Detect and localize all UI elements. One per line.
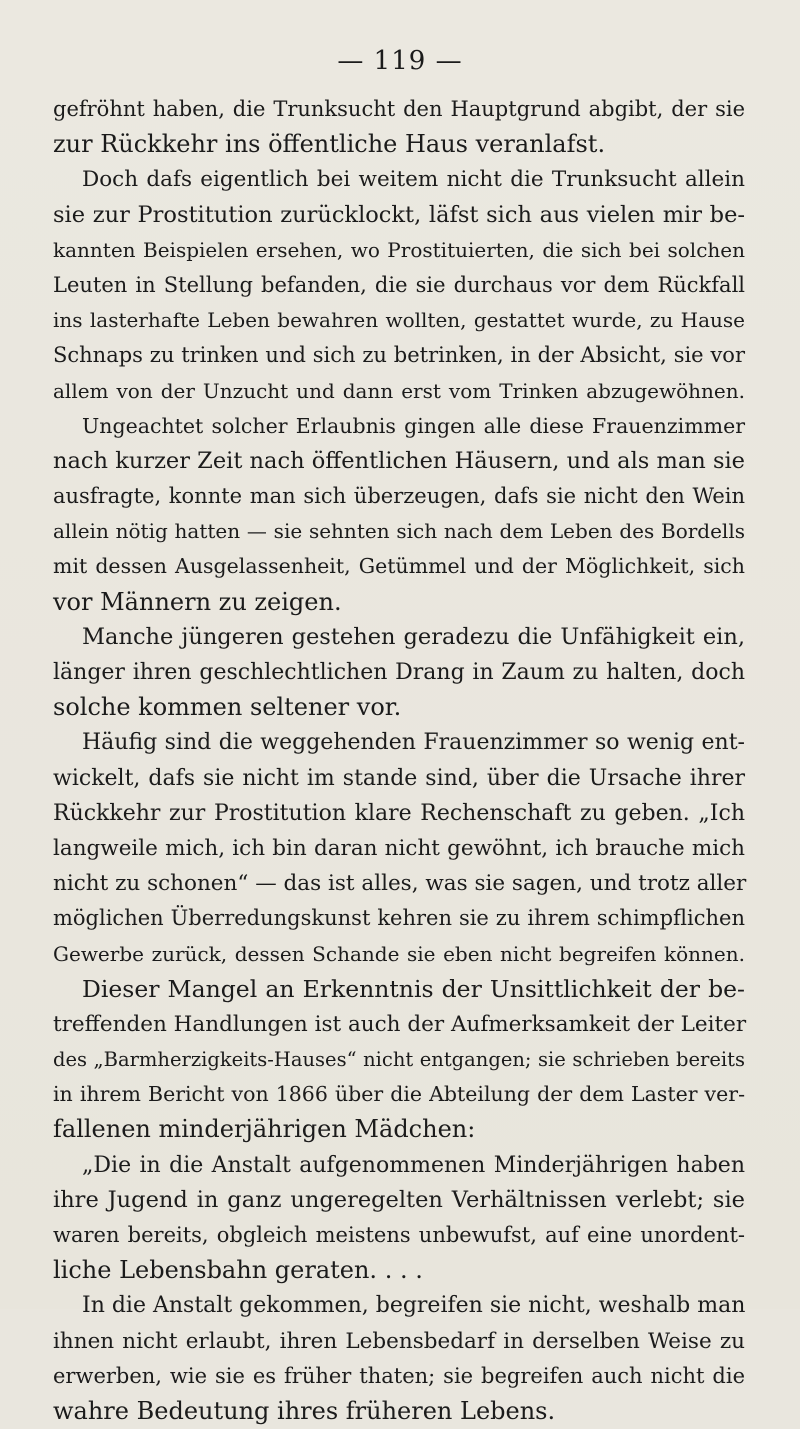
text-line: nach kurzer Zeit nach öffentlichen Häusern, und als man sie (53, 447, 745, 474)
text-line: in ihrem Bericht von 1866 über die Abteilung der dem Laster ver- (53, 1082, 745, 1107)
text-line: ihnen nicht erlaubt, ihren Lebensbedarf in derselben Weise zu (53, 1328, 745, 1354)
text-line: möglichen Überredungskunst kehren sie zu ihrem schimpflichen (53, 906, 745, 931)
page-number: — 119 — (337, 46, 463, 76)
text-line: Häufig sind die weggehenden Frauenzimmer so wenig ent- (82, 730, 745, 756)
text-line: Dieser Mangel an Erkenntnis der Unsittlichkeit der be- (82, 974, 745, 1003)
text-line: ins lasterhafte Leben bewahren wollten, gestattet wurde, zu Hause (53, 308, 745, 333)
text-line: ausfragte, konnte man sich überzeugen, dafs sie nicht den Wein (53, 484, 745, 509)
text-line: nicht zu schonen“ — das ist alles, was sie sagen, und trotz aller (53, 871, 747, 897)
text-line: langweile mich, ich bin daran nicht gewöhnt, ich brauche mich (53, 835, 745, 861)
text-line: mit dessen Ausgelassenheit, Getümmel und der Möglichkeit, sich (53, 554, 745, 579)
text-line: Manche jüngeren gestehen geradezu die Unfähigkeit ein, (82, 623, 745, 650)
text-line: vor Männern zu zeigen. (53, 587, 342, 616)
text-line: waren bereits, obgleich meistens unbewufst, auf eine unordent- (53, 1223, 745, 1247)
text-line: kannten Beispielen ersehen, wo Prostituierten, die sich bei solchen (53, 237, 745, 262)
text-line: Schnaps zu trinken und sich zu betrinken, in der Absicht, sie vor (53, 343, 745, 368)
text-line: In die Anstalt gekommen, begreifen sie nicht, weshalb man (82, 1293, 746, 1319)
body-text (53, 92, 745, 1429)
text-line: wickelt, dafs sie nicht im stande sind, über die Ursache ihrer (53, 765, 745, 791)
text-line: erwerben, wie sie es früher thaten; sie begreifen auch nicht die (53, 1363, 745, 1388)
text-line: gefröhnt haben, die Trunksucht den Hauptgrund abgibt, der sie (53, 97, 745, 121)
text-line: ihre Jugend in ganz ungeregelten Verhältnissen verlebt; sie (53, 1186, 745, 1213)
text-line: Doch dafs eigentlich bei weitem nicht die Trunksucht allein (82, 167, 745, 193)
text-line: allem von der Unzucht und dann erst vom Trinken abzugewöhnen. (53, 378, 745, 403)
text-line: sie zur Prostitution zurücklockt, läfst sich aus vielen mir be- (53, 201, 745, 228)
text-line: Rückkehr zur Prostitution klare Rechenschaft zu geben. „Ich (53, 800, 745, 826)
text-line: des „Barmherzigkeits-Hauses“ nicht entgangen; sie schrieben bereits (53, 1048, 745, 1072)
text-line: Ungeachtet solcher Erlaubnis gingen alle diese Frauenzimmer (82, 413, 745, 438)
text-line: Gewerbe zurück, dessen Schande sie eben nicht begreifen können. (53, 941, 745, 966)
text-line: fallenen minderjährigen Mädchen: (53, 1115, 476, 1144)
text-line: allein nötig hatten — sie sehnten sich nach dem Leben des Bordells (53, 519, 745, 544)
text-line: liche Lebensbahn geraten. . . . (53, 1256, 423, 1285)
text-line: wahre Bedeutung ihres früheren Lebens. (53, 1396, 556, 1425)
text-line: treffenden Handlungen ist auch der Aufmerksamkeit der Leiter (53, 1011, 747, 1037)
text-line: Leuten in Stellung befanden, die sie durchaus vor dem Rückfall (53, 272, 745, 297)
text-line: solche kommen seltener vor. (53, 693, 402, 722)
text-line: „Die in die Anstalt aufgenommenen Minderjährigen haben (82, 1152, 745, 1178)
text-line: zur Rückkehr ins öffentliche Haus veranlafst. (53, 130, 606, 159)
text-line: länger ihren geschlechtlichen Drang in Zaum zu halten, doch (53, 660, 745, 685)
